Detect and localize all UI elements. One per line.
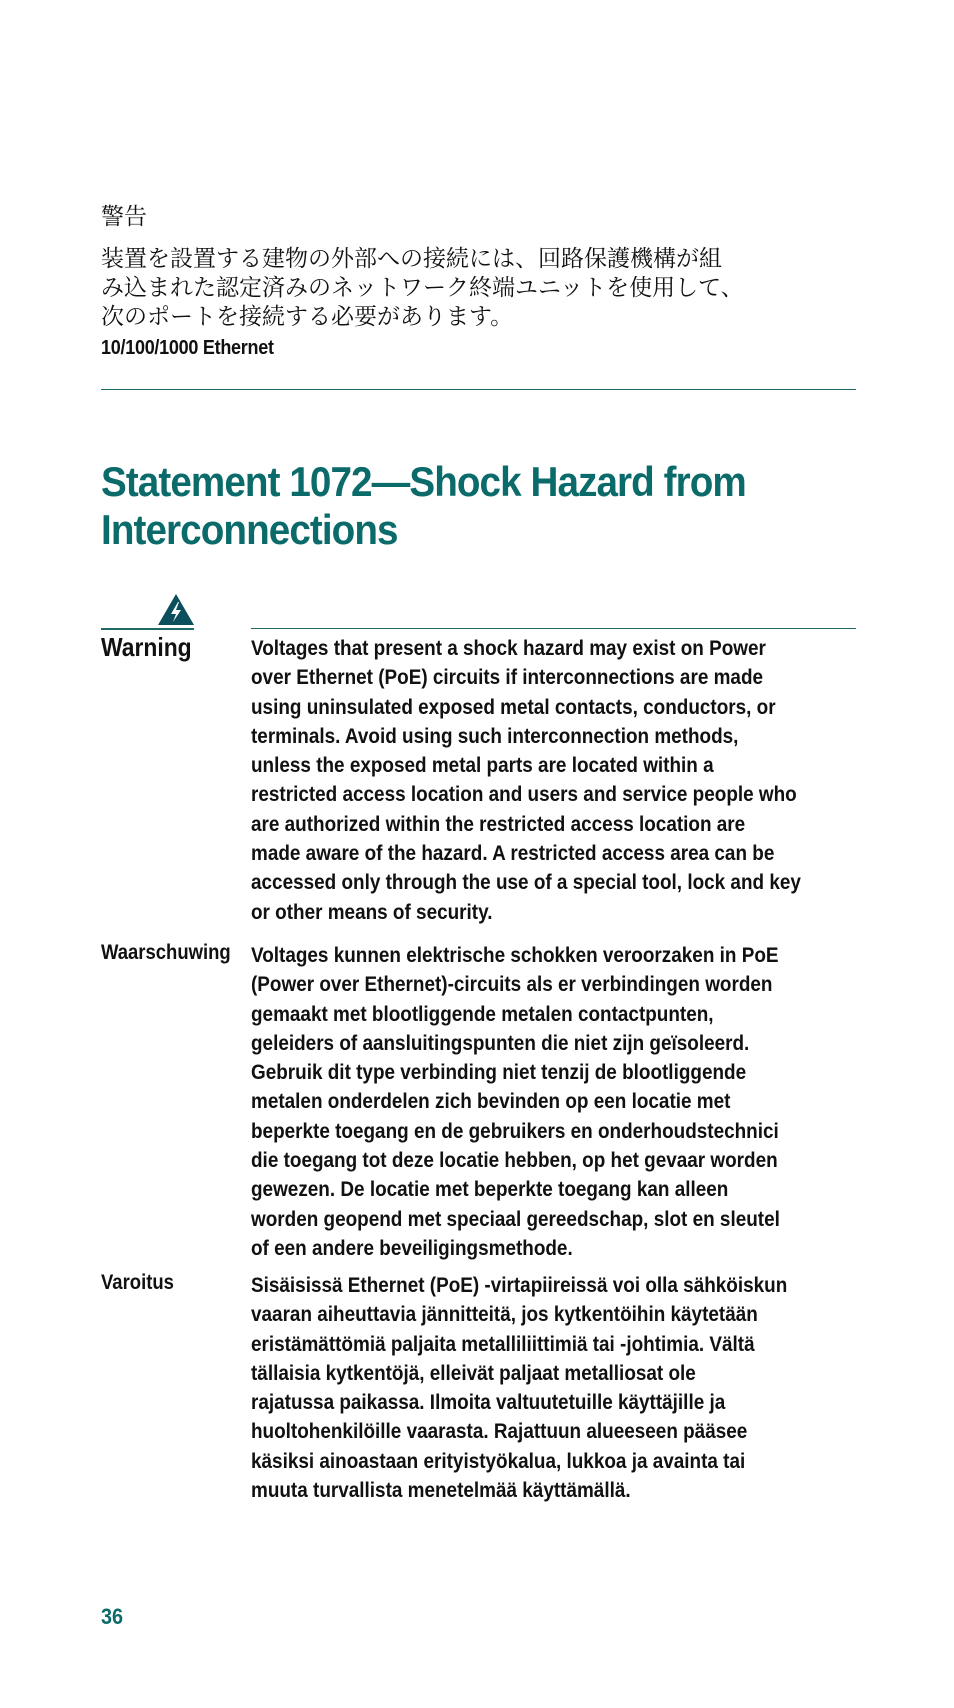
warning-line: restricted access location and users and service people who: [251, 782, 797, 807]
warning-line: beperkte toegang en de gebruikers en onderhoudstechnici: [251, 1118, 779, 1143]
warning-label-english: Warning: [101, 632, 192, 662]
warning-line: muuta turvallista menetelmää käyttämällä.: [251, 1478, 631, 1503]
section-divider: [101, 389, 856, 390]
page-number: 36: [101, 1604, 124, 1629]
warning-line: terminals. Avoid using such interconnection methods,: [251, 723, 739, 748]
warning-line: rajatussa paikassa. Ilmoita valtuutetuille käyttäjille ja: [251, 1390, 726, 1415]
warning-line: worden geopend met speciaal gereedschap, slot en sleutel: [251, 1206, 780, 1231]
japanese-warning-line: 次のポートを接続する必要があります。: [101, 304, 514, 330]
warning-line: tällaisia kytkentöjä, elleivät paljaat metalliosat ole: [251, 1360, 696, 1385]
warning-label-finnish: Varoitus: [101, 1271, 174, 1294]
warning-line: die toegang tot deze locatie hebben, op het gevaar worden: [251, 1148, 778, 1173]
warning-line: käsiksi ainoastaan erityistyökalua, lukkoa ja avainta tai: [251, 1448, 746, 1473]
warning-text-english: [251, 634, 858, 927]
warning-line: eristämättömiä paljaita metalliliittimiä tai -johtimia. Vältä: [251, 1331, 755, 1356]
warning-line: (Power over Ethernet)-circuits als er verbindingen worden: [251, 972, 773, 997]
warning-line: or other means of security.: [251, 899, 493, 924]
warning-line: metalen onderdelen zich bevinden op een locatie met: [251, 1089, 731, 1114]
warning-text-finnish: [251, 1271, 858, 1505]
japanese-warning-line: 装置を設置する建物の外部への接続には、回路保護機構が組: [101, 246, 722, 272]
warning-line: of een andere beveiligingsmethode.: [251, 1235, 573, 1260]
warning-line: accessed only through the use of a special tool, lock and key: [251, 870, 801, 895]
warning-line: Voltages kunnen elektrische schokken veroorzaken in PoE: [251, 943, 779, 967]
warning-line: huoltohenkilöille vaarasta. Rajattuun alueeseen pääsee: [251, 1419, 748, 1444]
warning-line: Voltages that present a shock hazard may exist on Power: [251, 636, 766, 660]
warning-text-dutch: [251, 941, 858, 1263]
warning-line: Gebruik dit type verbinding niet tenzij de blootliggende: [251, 1060, 747, 1085]
warning-line: gemaakt met blootliggende metalen contactpunten,: [251, 1001, 714, 1026]
japanese-warning-text: [101, 245, 801, 332]
japanese-warning-line: み込まれた認定済みのネットワーク終端ユニットを使用して、: [101, 275, 744, 301]
japanese-warning-port: 10/100/1000 Ethernet: [101, 337, 274, 359]
warning-rule-right: [251, 628, 856, 629]
warning-line: are authorized within the restricted access location are: [251, 811, 746, 836]
statement-title: [101, 458, 800, 554]
statement-title-line: Interconnections: [101, 506, 398, 553]
warning-line: using uninsulated exposed metal contacts, conductors, or: [251, 694, 776, 719]
warning-label-dutch: Waarschuwing: [101, 941, 231, 964]
warning-line: made aware of the hazard. A restricted access area can be: [251, 841, 775, 866]
japanese-warning-label: 警告: [101, 204, 147, 230]
warning-line: vaaran aiheuttavia jännitteitä, jos kytkentöihin käytetään: [251, 1302, 758, 1327]
statement-title-line: Statement 1072—Shock Hazard from: [101, 458, 746, 505]
warning-triangle-lightning-icon: [157, 593, 195, 626]
warning-line: geleiders of aansluitingspunten die niet zijn geïsoleerd.: [251, 1030, 750, 1055]
warning-line: over Ethernet (PoE) circuits if interconnections are made: [251, 665, 764, 690]
warning-rule-left: [101, 628, 194, 630]
warning-line: Sisäisissä Ethernet (PoE) -virtapiireissä voi olla sähköiskun: [251, 1273, 788, 1297]
warning-line: unless the exposed metal parts are located within a: [251, 753, 714, 778]
warning-line: gewezen. De locatie met beperkte toegang kan alleen: [251, 1177, 729, 1202]
